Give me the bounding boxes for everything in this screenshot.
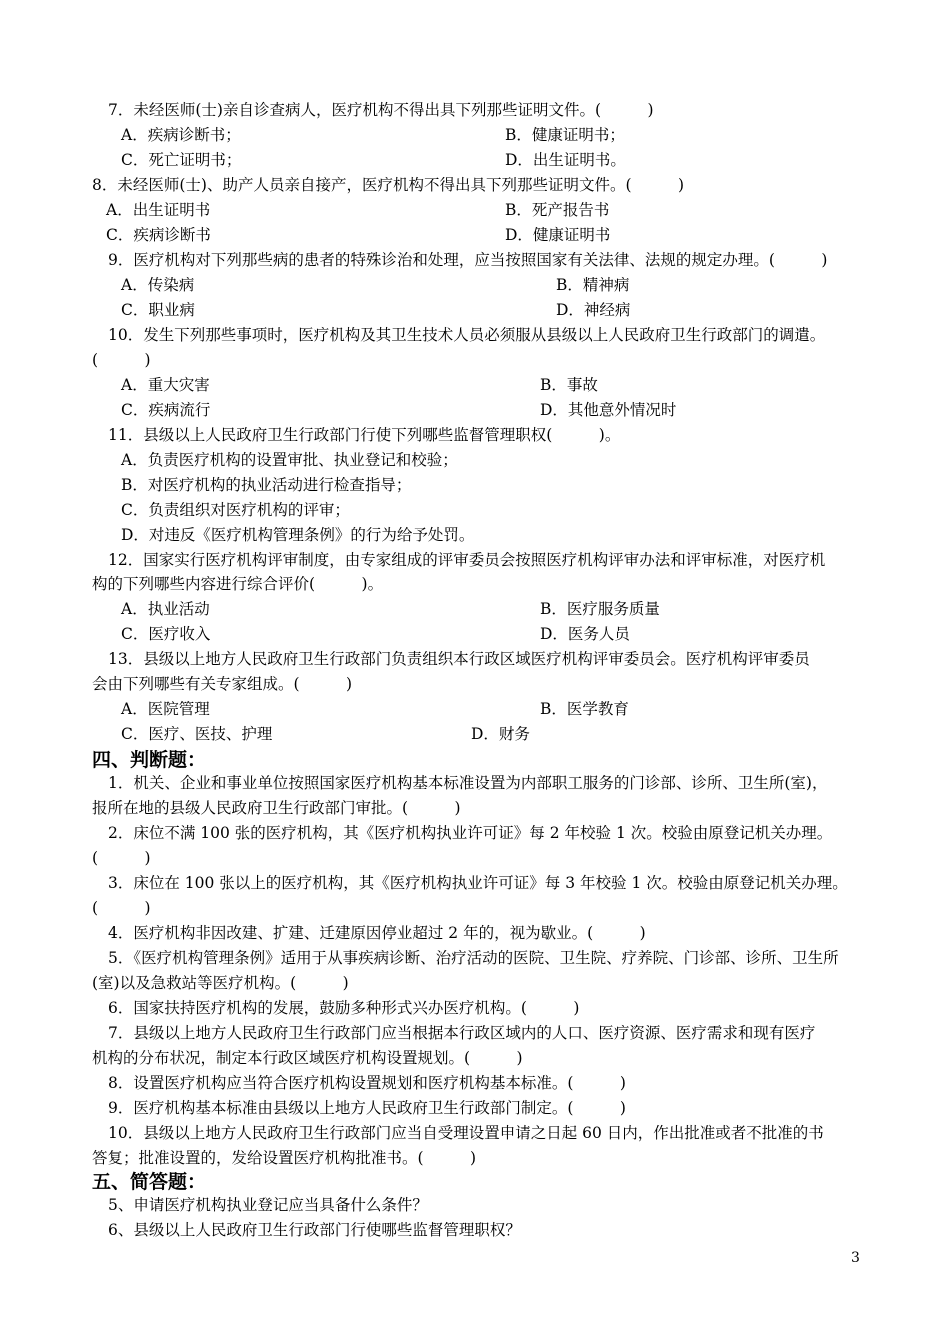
text-line: C．负责组织对医疗机构的评审； [121,501,350,519]
text-line: A．医院管理 [121,700,210,718]
text-line: B．医学教育 [540,700,629,718]
text-line: 答复；批准设置的，发给设置医疗机构批准书。( ) [92,1149,477,1167]
text-line: B．死产报告书 [505,201,610,219]
text-line: A．重大灾害 [121,376,210,394]
text-line: D．出生证明书。 [505,151,626,169]
text-line: C．职业病 [121,301,195,319]
text-line: C．医疗收入 [121,625,211,643]
text-line: D．健康证明书 [505,226,611,244]
text-line: C．疾病流行 [121,401,211,419]
text-line: 8．设置医疗机构应当符合医疗机构设置规划和医疗机构基本标准。( ) [108,1074,626,1092]
text-line: (室)以及急救站等医疗机构。( ) [92,974,349,992]
text-line: D．其他意外情况时 [540,401,677,419]
text-line: B．精神病 [556,276,630,294]
page-number: 3 [851,1250,860,1266]
text-line: C．死亡证明书； [121,151,242,169]
text-line: 12．国家实行医疗机构评审制度，由专家组成的评审委员会按照医疗机构评审办法和评审标准，对医疗机 [108,551,826,569]
text-line: 机构的分布状况，制定本行政区域医疗机构设置规划。( ) [92,1049,523,1067]
text-line: 10．县级以上地方人民政府卫生行政部门应当自受理设置申请之日起 60 日内，作出批准或者不批准的书 [108,1124,824,1142]
text-line: D．财务 [471,725,530,743]
text-line: B．医疗服务质量 [540,600,660,618]
text-line: A．执业活动 [121,600,210,618]
text-line: B．事故 [540,376,598,394]
text-line: 报所在地的县级人民政府卫生行政部门审批。( ) [92,799,461,817]
section-heading-judgment: 四、判断题： [92,749,207,771]
text-line: 会由下列哪些有关专家组成。( ) [92,675,353,693]
text-line: D．对违反《医疗机构管理条例》的行为给予处罚。 [121,526,475,544]
section-heading-short-answer: 五、简答题： [92,1171,207,1193]
text-line: D．医务人员 [540,625,630,643]
text-line: 7．县级以上地方人民政府卫生行政部门应当根据本行政区域内的人口、医疗资源、医疗需求和现有医疗 [108,1024,816,1042]
text-line: C．疾病诊断书 [106,226,211,244]
text-line: 5．《医疗机构管理条例》适用于从事疾病诊断、治疗活动的医院、卫生院、疗养院、门诊部、诊所、卫生所 [108,949,839,967]
text-line: A．负责医疗机构的设置审批、执业登记和校验； [121,451,458,469]
text-line: A．传染病 [121,276,195,294]
text-line: B．对医疗机构的执业活动进行检查指导； [121,476,412,494]
text-line: 6、县级以上人民政府卫生行政部门行使哪些监督管理职权？ [108,1221,521,1239]
text-line: C．医疗、医技、护理 [121,725,273,743]
text-line: 8．未经医师(士)、助产人员亲自接产，医疗机构不得出具下列那些证明文件。( ) [92,176,685,194]
text-line: A．疾病诊断书； [121,126,241,144]
text-line: 1．机关、企业和事业单位按照国家医疗机构基本标准设置为内部职工服务的门诊部、诊所、卫生所(室)， [108,774,828,792]
text-line: 10．发生下列那些事项时，医疗机构及其卫生技术人员必须服从县级以上人民政府卫生行政部门的调遣。 [108,326,826,344]
text-line: 13．县级以上地方人民政府卫生行政部门负责组织本行政区域医疗机构评审委员会。医疗机构评审委员 [108,650,810,668]
text-line: ( ) [92,351,151,369]
text-line: 6．国家扶持医疗机构的发展，鼓励多种形式兴办医疗机构。( ) [108,999,580,1017]
text-line: 4．医疗机构非因改建、扩建、迁建原因停业超过 2 年的，视为歇业。( ) [108,924,646,942]
text-line: 9．医疗机构基本标准由县级以上地方人民政府卫生行政部门制定。( ) [108,1099,626,1117]
text-line: 9．医疗机构对下列那些病的患者的特殊诊治和处理，应当按照国家有关法律、法规的规定办理。( ) [108,251,828,269]
text-line: 7．未经医师(士)亲自诊查病人，医疗机构不得出具下列那些证明文件。( ) [108,101,654,119]
text-line: A．出生证明书 [106,201,211,219]
text-line: ( ) [92,899,151,917]
text-line: ( ) [92,849,151,867]
text-line: D．神经病 [556,301,631,319]
text-line: 构的下列哪些内容进行综合评价( )。 [92,575,384,593]
text-line: 3．床位在 100 张以上的医疗机构，其《医疗机构执业许可证》每 3 年校验 1 次。校验由原登记机关办理。 [108,874,848,892]
text-line: 11．县级以上人民政府卫生行政部门行使下列哪些监督管理职权( )。 [108,426,621,444]
text-line: 5、申请医疗机构执业登记应当具备什么条件？ [108,1196,428,1214]
text-line: B．健康证明书； [505,126,625,144]
text-line: 2．床位不满 100 张的医疗机构，其《医疗机构执业许可证》每 2 年校验 1 次。校验由原登记机关办理。 [108,824,833,842]
